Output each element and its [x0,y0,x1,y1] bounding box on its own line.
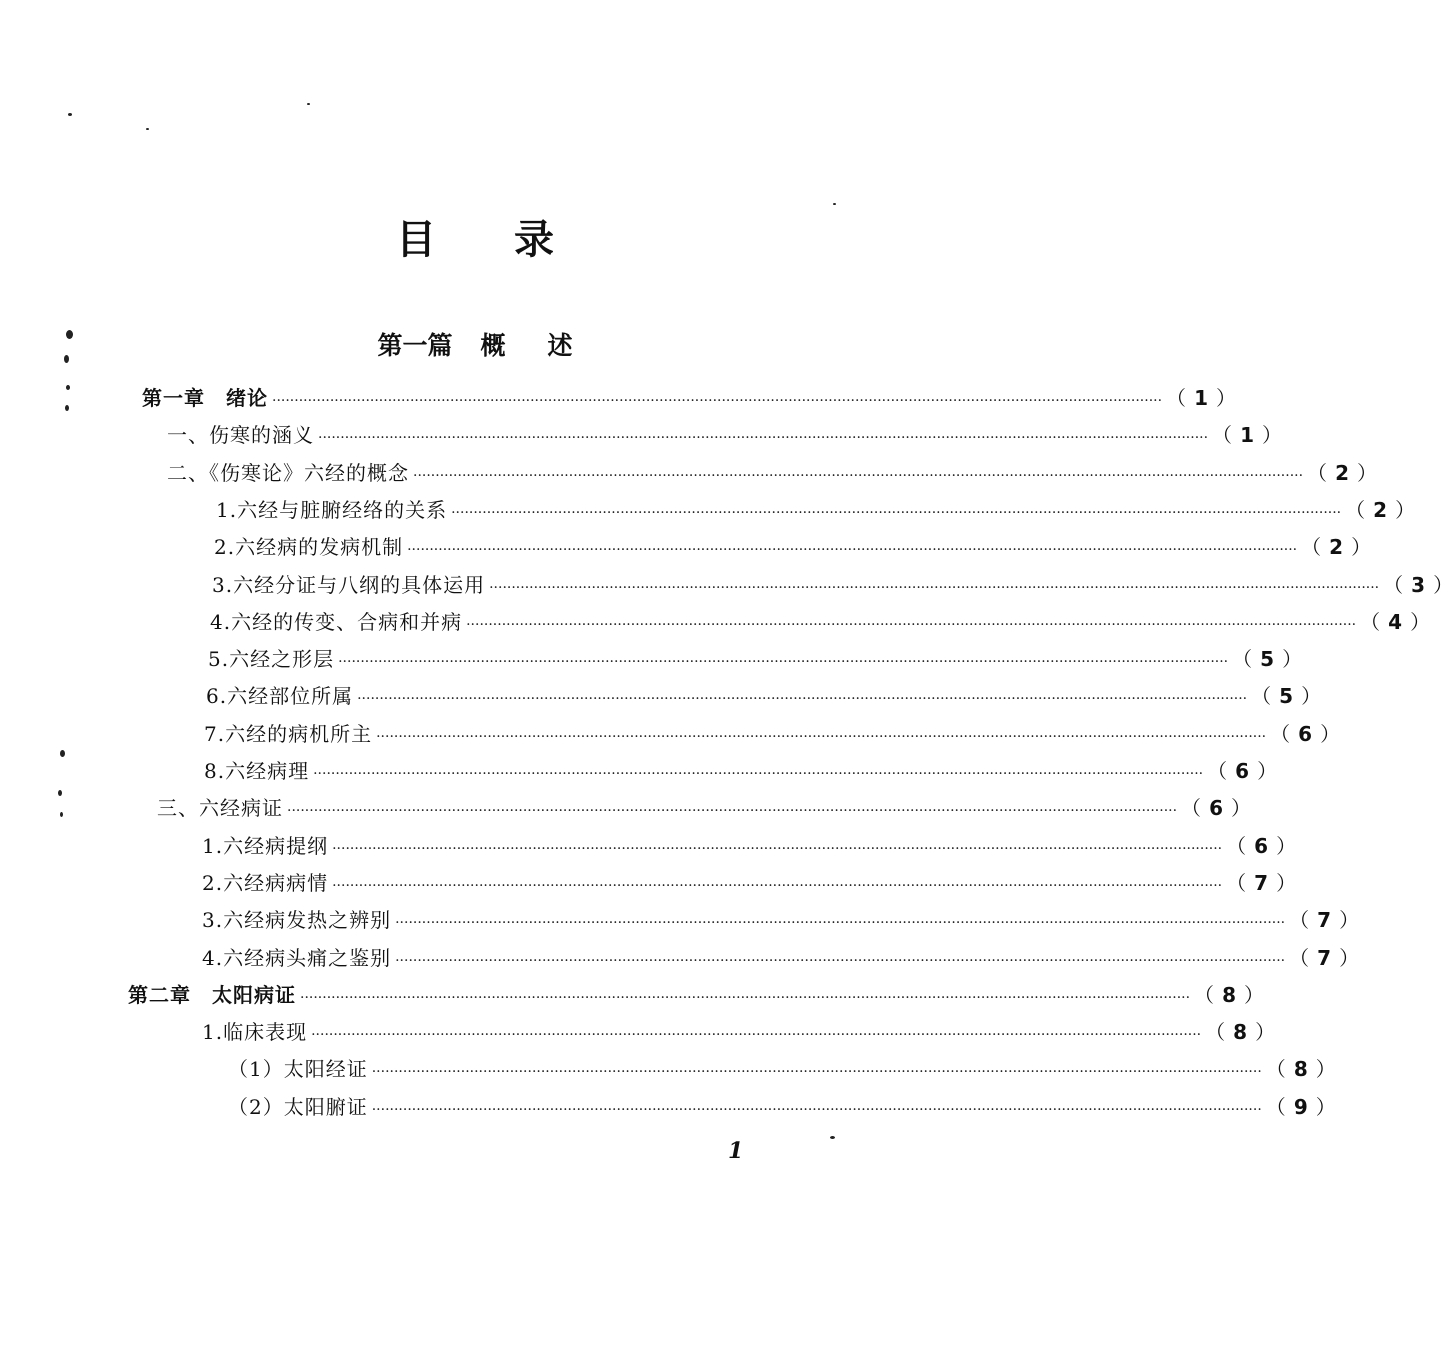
toc-entry [204,758,1278,784]
toc-entry [210,609,1431,635]
dot-leader: ········································································································································································································ [371,1064,1262,1081]
dot-leader: ········································································································································································································ [413,467,1304,484]
toc-entry-page-number: 3 [1411,572,1426,597]
toc-entry-page-number: 2 [1329,535,1344,560]
toc-entry-page [1270,721,1340,747]
toc-entry-label: 三、六经病证 [157,796,283,821]
page-open-paren: （ [1212,423,1233,448]
scan-speck [68,113,72,116]
toc-entry-page [1232,646,1302,672]
page-open-paren: （ [1205,1020,1226,1045]
toc-entry [202,907,1360,933]
scan-speck [66,385,70,390]
toc-entry [202,1019,1276,1045]
toc-entry-label: 5.六经之形层 [208,647,335,672]
toc-entry-label: 6.六经部位所属 [206,684,354,709]
scan-speck [307,103,310,105]
toc-entry-page [1266,1056,1336,1082]
toc-entry-page-number: 6 [1209,796,1223,821]
toc-entry-page [1251,683,1321,709]
page-close-paren: ） [1231,796,1252,821]
page-close-paren: ） [1395,497,1416,522]
toc-entry-page [1360,609,1430,635]
scan-speck [60,750,65,757]
page-close-paren: ） [1244,982,1265,1007]
toc-entry-label: 第二章 太阳病证 [128,982,296,1007]
page-open-paren: （ [1265,1094,1286,1119]
toc-entry-label: 2.六经病病情 [202,870,329,895]
page-close-paren: ） [1216,386,1237,410]
toc-entry-page-number: 5 [1260,647,1275,672]
scan-speck [66,330,73,339]
page-open-paren: （ [1270,721,1291,746]
toc-entry [204,721,1341,747]
page-close-paren: ） [1276,833,1297,858]
scan-speck [830,1136,835,1139]
dot-leader: ········································································································································································································ [357,691,1248,708]
toc-entry-label: 3.六经病发热之辨别 [202,908,392,933]
toc-entry-label: 第一章 绪论 [142,386,268,410]
toc-entry [206,683,1322,709]
dot-leader: ········································································································································································································ [407,542,1298,559]
toc-entry-label: 1.临床表现 [202,1020,308,1045]
toc-entry [202,870,1297,896]
toc-entry-page-number: 4 [1388,609,1403,634]
toc-entry [228,1094,1336,1120]
page-close-paren: ） [1351,535,1372,560]
toc-entry [157,795,1252,821]
toc-entry-page [1345,497,1415,523]
page-open-paren: （ [1251,684,1272,709]
dot-leader: ········································································································································································································ [395,952,1286,969]
toc-entry-label: 4.六经病头痛之鉴别 [202,945,392,970]
toc-entry [212,572,1453,598]
scan-speck [60,812,63,817]
page-open-paren: （ [1207,759,1228,783]
toc-entry-page [1383,572,1453,598]
page-open-paren: （ [1166,386,1187,410]
page-close-paren: ） [1320,721,1341,746]
dot-leader: ········································································································································································································ [489,579,1380,596]
toc-entry-page [1166,385,1236,411]
toc-entry [167,422,1283,448]
toc-entry-page [1307,460,1377,486]
toc-entry [202,945,1360,971]
part-label: 第一篇 [377,331,453,360]
toc-entry-page-number: 6 [1254,833,1269,858]
toc-entry-page-number: 8 [1293,1057,1308,1082]
scan-speck [64,355,69,363]
page-close-paren: ） [1276,870,1297,895]
toc-entry-page [1266,1094,1336,1120]
page-open-paren: （ [1345,497,1366,522]
dot-leader: ········································································································································································································ [332,840,1223,857]
toc-entry-page-number: 2 [1335,460,1349,485]
toc-entry [216,497,1416,523]
page-close-paren: ） [1301,684,1322,709]
page-open-paren: （ [1289,945,1310,970]
toc-entry [228,1056,1336,1082]
page-close-paren: ） [1262,423,1283,448]
toc-entry-page-number: 6 [1235,759,1250,783]
page-close-paren: ） [1255,1020,1276,1045]
part-name-first: 概 [480,331,506,360]
toc-entry [214,534,1372,560]
toc-entry-label: 3.六经分证与八纲的具体运用 [212,572,486,597]
page-open-paren: （ [1301,535,1322,560]
page-close-paren: ） [1339,945,1360,970]
page-close-paren: ） [1339,908,1360,933]
page-open-paren: （ [1194,982,1215,1007]
toc-entry [167,460,1378,486]
toc-entry [128,982,1265,1008]
toc-entry-page-number: 7 [1317,945,1332,970]
toc-entry-page-number: 6 [1298,721,1313,746]
toc-entry-page [1207,758,1277,784]
dot-leader: ········································································································································································································ [318,430,1209,447]
page-open-paren: （ [1232,647,1253,672]
toc-entry-label: 4.六经的传变、合病和并病 [210,609,463,634]
page-open-paren: （ [1265,1057,1286,1082]
scan-speck [65,405,69,411]
toc-entry-label: 一、伤寒的涵义 [167,423,314,448]
toc-entry-page-number: 8 [1233,1020,1248,1045]
dot-leader: ········································································································································································································ [332,877,1223,894]
dot-leader: ········································································································································································································ [395,915,1286,932]
scan-speck [146,128,149,130]
toc-entry-label: 8.六经病理 [204,759,310,783]
page-close-paren: ） [1315,1057,1336,1082]
part-title [0,331,950,361]
toc-entry-page [1205,1019,1275,1045]
dot-leader: ········································································································································································································ [287,803,1178,820]
dot-leader: ········································································································································································································ [272,393,1163,409]
toc-entry-page [1181,795,1251,821]
page-open-paren: （ [1307,460,1328,485]
dot-leader: ········································································································································································································ [466,616,1357,633]
page-open-paren: （ [1226,833,1247,858]
toc-entry-label: 二、《伤寒论》六经的概念 [167,460,409,485]
toc-entry-page-number: 5 [1279,684,1294,709]
page-open-paren: （ [1226,870,1247,895]
toc-entry-page-number: 2 [1373,497,1388,522]
scan-speck [58,790,62,796]
page-open-paren: （ [1181,796,1202,821]
page-close-paren: ） [1282,647,1303,672]
toc-entry-page-number: 9 [1293,1094,1308,1119]
toc-entry-page-number: 1 [1240,423,1254,448]
toc-entry-page [1212,422,1282,448]
toc-entry-page [1289,945,1359,971]
dot-leader: ········································································································································································································ [451,504,1342,521]
toc-entry-label: 2.六经病的发病机制 [214,535,404,560]
part-name-second: 述 [547,331,573,360]
page-close-paren: ） [1433,572,1453,597]
dot-leader: ········································································································································································································ [311,1027,1202,1044]
toc-entry-label: （2）太阳腑证 [228,1094,368,1119]
page-open-paren: （ [1289,908,1310,933]
toc-entry-page-number: 7 [1254,870,1269,895]
dot-leader: ········································································································································································································ [371,1101,1262,1118]
toc-entry-label: （1）太阳经证 [228,1057,368,1082]
toc-entry-page-number: 8 [1222,982,1236,1007]
dot-leader: ········································································································································································································ [376,728,1267,745]
toc-entry-label: 1.六经病提纲 [202,833,329,858]
toc-entry-label: 7.六经的病机所主 [204,721,373,746]
toc-entry-page [1226,833,1296,859]
page-title: 目录 [396,217,632,263]
page-close-paren: ） [1257,759,1278,783]
page-open-paren: （ [1360,609,1381,634]
page-number: 1 [728,1138,744,1164]
dot-leader: ········································································································································································································ [300,989,1191,1006]
toc-entry [142,385,1237,411]
page-close-paren: ） [1410,609,1431,634]
page-close-paren: ） [1357,460,1378,485]
dot-leader: ········································································································································································································ [338,654,1229,671]
toc-entry-page [1301,534,1371,560]
toc-entry [208,646,1303,672]
toc-entry-page-number: 7 [1317,908,1332,933]
toc-entry-page [1226,870,1296,896]
toc-entry-page [1289,907,1359,933]
toc-entry-page-number: 1 [1194,386,1208,410]
scan-speck [833,203,836,205]
toc-entry-page [1194,982,1264,1008]
page-open-paren: （ [1383,572,1404,597]
toc-entry [202,833,1297,859]
toc-entry-label: 1.六经与脏腑经络的关系 [216,497,448,522]
page-close-paren: ） [1315,1094,1336,1119]
dot-leader: ········································································································································································································ [313,766,1204,782]
